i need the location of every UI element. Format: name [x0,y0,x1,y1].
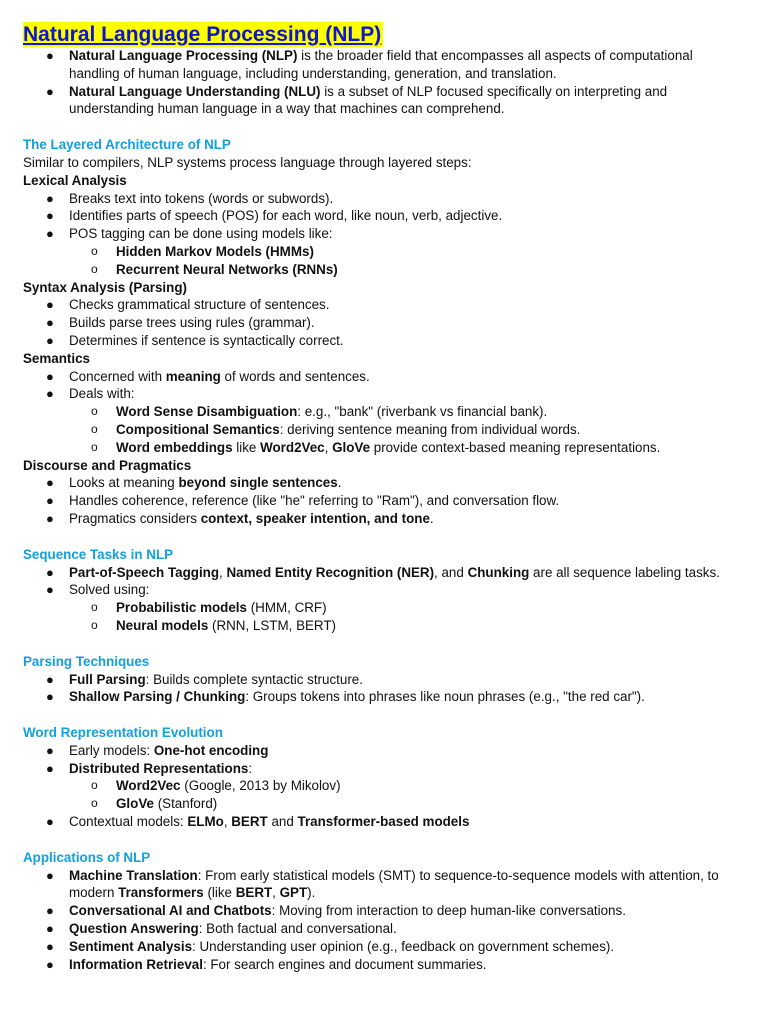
wordrep-list [23,742,738,831]
discourse-list [23,474,738,527]
bullet-icon: ● [46,689,54,705]
list-item [23,742,738,760]
item-bold: Conversational AI and Chatbots [69,903,272,919]
section-heading-parsing: Parsing Techniques [23,653,150,669]
list-item [23,207,738,225]
list-item [23,83,738,119]
item-text: Pragmatics considers [69,510,201,526]
circle-bullet-icon: o [91,796,98,811]
item-text: : Moving from interaction to deep human-like conversations. [271,903,626,919]
subheading-lexical: Lexical Analysis [23,172,127,188]
bullet-icon: ● [46,903,54,919]
list-item [23,813,738,831]
list-item [23,225,738,278]
item-text: , and [434,564,468,580]
item-text: : From early statistical models (SMT) to sequence-to-sequence models with attention, to modern [69,867,719,901]
item-text: , [223,814,232,830]
list-item [23,956,738,974]
item-text: provide context-based meaning representations. [370,439,661,455]
item-text: Breaks text into tokens (words or subwords). [69,190,334,206]
item-text: POS tagging can be done using models like: [69,226,333,242]
item-text: Determines if sentence is syntactically correct. [69,332,344,348]
list-item [23,368,738,386]
circle-bullet-icon: o [91,421,98,436]
item-text: ). [307,885,316,901]
list-item [23,564,738,582]
bullet-icon: ● [46,493,54,509]
item-text: Builds parse trees using rules (grammar). [69,315,315,331]
item-bold: Part-of-Speech Tagging [69,564,220,580]
item-bold: Word2Vec [260,439,325,455]
item-text: , [324,439,333,455]
item-text: : Builds complete syntactic structure. [145,671,363,687]
list-item [23,474,738,492]
item-bold: Transformers [118,885,204,901]
sublist-item [69,243,738,261]
circle-bullet-icon: o [91,261,98,276]
bullet-icon: ● [46,938,54,954]
section-heading-layered: The Layered Architecture of NLP [23,137,231,153]
circle-bullet-icon: o [91,439,98,454]
list-item [23,314,738,332]
item-text: (RNN, LSTM, BERT) [208,617,336,633]
definition: is the broader field that encompasses all aspects of computational handling of human language, including understanding, generation, and translation. [69,48,693,81]
bullet-icon: ● [46,368,54,384]
item-text: . [337,475,342,491]
bullet-icon: ● [46,48,54,63]
item-text: (Stanford) [153,796,218,812]
item-text: . [429,510,434,526]
item-text: of words and sentences. [220,368,370,384]
item-text: : For search engines and document summaries. [202,956,487,972]
semantics-sublist [69,403,738,456]
item-text: and [267,814,298,830]
model-sublist [69,243,738,279]
section-heading-applications: Applications of NLP [23,849,151,865]
sublist-item [69,599,738,617]
bullet-icon: ● [46,582,54,598]
item-bold: GloVe [332,439,371,455]
sublist-item [69,777,738,795]
item-text: are all sequence labeling tasks. [529,564,720,580]
bullet-icon: ● [46,226,54,242]
item-bold: Transformer-based models [297,814,470,830]
item-bold: Distributed Representations [69,760,249,776]
item-bold: Information Retrieval [69,956,203,972]
bullet-icon: ● [46,760,54,776]
item-text: Contextual models: [69,814,188,830]
list-item [23,920,738,938]
list-item [23,902,738,920]
item-text: : e.g., "bank" (riverbank vs financial bank). [297,404,548,420]
list-item [23,671,738,689]
bullet-icon: ● [46,814,54,830]
sequence-sublist [69,599,738,635]
term: Natural Language Understanding (NLU) [69,83,321,99]
section-heading-wordrep: Word Representation Evolution [23,725,223,741]
lexical-list [23,190,738,279]
item-bold: meaning [165,368,221,384]
parsing-list [23,671,738,707]
applications-list [23,867,738,974]
item-bold: Probabilistic models [116,600,247,616]
item-bold: Word2Vec [116,778,181,794]
sublist-item [69,421,738,439]
item-bold: Full Parsing [69,671,146,687]
item-text: (Google, 2013 by Mikolov) [180,778,341,794]
item-bold: Compositional Semantics [116,421,280,437]
item-text: Recurrent Neural Networks (RNNs) [116,261,338,277]
definition: is a subset of NLP focused specifically on interpreting and understanding human language in a way that machines can comprehend. [69,83,668,117]
item-bold: Question Answering [69,921,199,937]
term: Natural Language Processing (NLP) [69,48,298,63]
item-bold: Word embeddings [116,439,233,455]
item-text: Checks grammatical structure of sentences. [69,297,330,313]
item-bold: One-hot encoding [153,742,269,758]
bullet-icon: ● [46,671,54,687]
list-item [23,190,738,208]
circle-bullet-icon: o [91,778,98,793]
item-text: Solved using: [69,582,150,598]
list-item [23,867,738,903]
item-text: Identifies parts of speech (POS) for each word, like noun, verb, adjective. [69,208,503,224]
circle-bullet-icon: o [91,617,98,632]
sublist-item [69,403,738,421]
item-bold: Shallow Parsing / Chunking [69,689,246,705]
sequence-list [23,564,738,635]
item-bold: GloVe [116,796,154,812]
subheading-syntax: Syntax Analysis (Parsing) [23,279,187,295]
item-bold: ELMo [187,814,224,830]
item-text: : Groups tokens into phrases like noun phrases (e.g., "the red car"). [245,689,645,705]
list-item [23,47,738,83]
bullet-icon: ● [46,386,54,402]
bullet-icon: ● [46,475,54,491]
item-bold: Sentiment Analysis [69,938,193,954]
item-bold: context, speaker intention, and tone [200,510,430,526]
circle-bullet-icon: o [91,600,98,615]
bullet-icon: ● [46,867,54,883]
item-text: : [248,760,253,776]
item-bold: Chunking [467,564,530,580]
wordrep-sublist [69,777,738,813]
page-title: Natural Language Processing (NLP) [23,23,382,46]
item-bold: Named Entity Recognition (NER) [226,564,435,580]
circle-bullet-icon: o [91,243,98,258]
list-item [23,492,738,510]
bullet-icon: ● [46,564,54,580]
subheading-semantics: Semantics [23,350,90,366]
item-bold: BERT [235,885,273,901]
bullet-icon: ● [46,510,54,526]
circle-bullet-icon: o [91,404,98,419]
item-text: : deriving sentence meaning from individual words. [279,421,581,437]
item-bold: beyond single sentences [178,475,338,491]
item-text: (HMM, CRF) [246,600,327,616]
list-item [23,581,738,634]
item-text: (like [203,885,236,901]
list-item [23,332,738,350]
item-text: , [272,885,280,901]
item-bold: Neural models [116,617,209,633]
list-item [23,760,738,813]
subheading-discourse: Discourse and Pragmatics [23,457,192,473]
item-text: : Understanding user opinion (e.g., feedback on government schemes). [192,938,615,954]
item-bold: Machine Translation [69,867,198,883]
list-item [23,296,738,314]
bullet-icon: ● [46,921,54,937]
item-text: , [219,564,227,580]
intro-list [23,47,738,118]
section-heading-sequence: Sequence Tasks in NLP [23,546,174,562]
item-text: Concerned with [69,368,166,384]
section-intro: Similar to compilers, NLP systems process language through layered steps: [23,154,472,170]
list-item [23,385,738,456]
item-text: Handles coherence, reference (like "he" referring to "Ram"), and conversation flow. [69,493,560,509]
list-item [23,510,738,528]
sublist-item [69,795,738,813]
syntax-list [23,296,738,349]
bullet-icon: ● [46,83,54,99]
item-text: Hidden Markov Models (HMMs) [116,243,314,259]
item-text: Looks at meaning [69,475,179,491]
sublist-item [69,617,738,635]
item-text: like [232,439,261,455]
semantics-list [23,368,738,457]
bullet-icon: ● [46,742,54,758]
bullet-icon: ● [46,332,54,348]
item-text: Early models: [69,742,154,758]
bullet-icon: ● [46,208,54,224]
item-bold: GPT [279,885,308,901]
bullet-icon: ● [46,315,54,331]
item-bold: BERT [231,814,268,830]
sublist-item [69,261,738,279]
bullet-icon: ● [46,956,54,972]
item-text: Deals with: [69,386,135,402]
item-bold: Word Sense Disambiguation [116,404,298,420]
bullet-icon: ● [46,190,54,206]
list-item [23,938,738,956]
list-item [23,688,738,706]
sublist-item [69,439,738,457]
item-text: : Both factual and conversational. [198,921,397,937]
bullet-icon: ● [46,297,54,313]
